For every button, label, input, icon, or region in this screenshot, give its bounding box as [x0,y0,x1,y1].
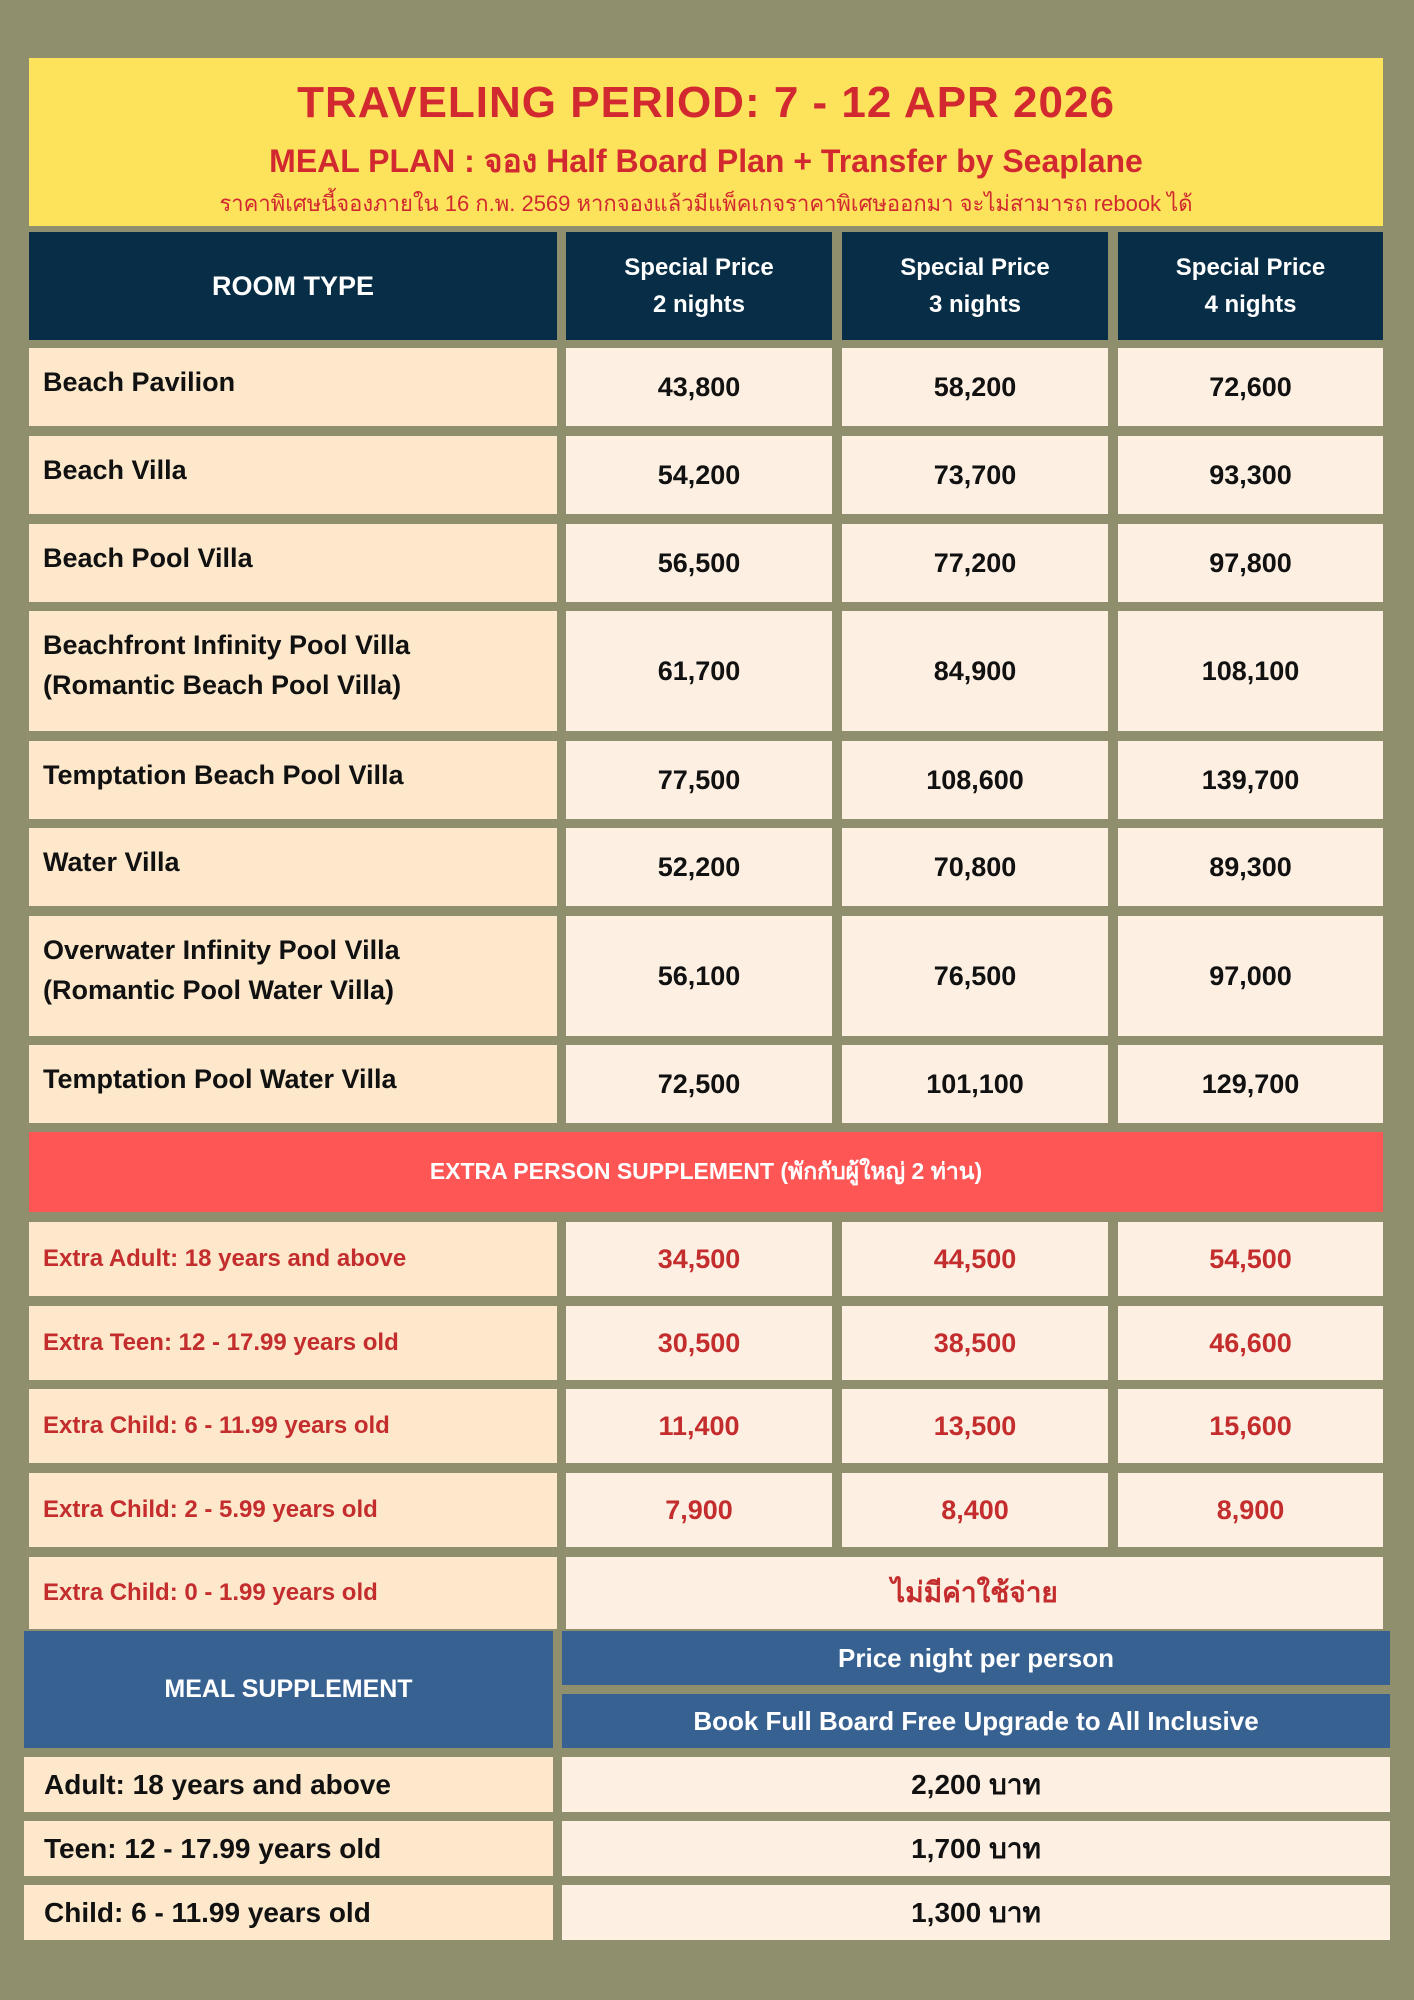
extra-price-4-nights: 15,600 [1118,1389,1383,1463]
upgrade-header: Book Full Board Free Upgrade to All Inclusive [562,1694,1390,1748]
price-header-line2: 2 nights [652,291,745,318]
room-price-4-nights: 89,300 [1118,828,1383,906]
room-price-3-nights: 73,700 [842,436,1108,514]
room-price-2-nights: 56,100 [566,916,832,1036]
room-price-2-nights: 72,500 [566,1045,832,1123]
room-price-2-nights: 77,500 [566,741,832,819]
room-price-4-nights: 97,000 [1118,916,1383,1036]
meal-price: 2,200 บาท [562,1757,1390,1812]
extra-price-3-nights: 13,500 [842,1389,1108,1463]
room-name-alt-text: (Romantic Pool Water Villa) [43,975,395,1005]
room-name [29,741,557,819]
room-price-2-nights: 54,200 [566,436,832,514]
price-header-line1: Special Price [1175,254,1326,281]
room-price-4-nights: 139,700 [1118,741,1383,819]
room-type-header: ROOM TYPE [29,232,557,340]
extra-person-banner: EXTRA PERSON SUPPLEMENT (พักกับผู้ใหญ่ 2 ท่าน) [29,1132,1383,1212]
price-3-nights-header [842,232,1108,340]
room-price-2-nights: 61,700 [566,611,832,731]
room-price-3-nights: 58,200 [842,348,1108,426]
room-price-4-nights: 93,300 [1118,436,1383,514]
room-name [29,1045,557,1123]
extra-price-2-nights: 7,900 [566,1473,832,1547]
room-name-text: Beachfront Infinity Pool Villa [43,630,411,660]
page-title: TRAVELING PERIOD: 7 - 12 APR 2026 [297,78,1115,127]
room-price-4-nights: 72,600 [1118,348,1383,426]
meal-price: 1,300 บาท [562,1885,1390,1940]
room-price-2-nights: 43,800 [566,348,832,426]
price-4-nights-header [1118,232,1383,340]
room-name [29,611,557,731]
room-price-3-nights: 108,600 [842,741,1108,819]
room-price-3-nights: 101,100 [842,1045,1108,1123]
room-name [29,348,557,426]
price-per-person-header: Price night per person [562,1631,1390,1685]
room-name-text: Temptation Beach Pool Villa [43,760,404,790]
price-header-line2: 3 nights [928,291,1021,318]
meal-plan-subtitle: MEAL PLAN : จอง Half Board Plan + Transfer by Seaplane [269,143,1143,179]
extra-price-4-nights: 46,600 [1118,1306,1383,1380]
no-charge-value: ไม่มีค่าใช้จ่าย [566,1557,1383,1629]
price-header-line1: Special Price [624,254,774,281]
price-header-line2: 4 nights [1204,291,1297,318]
price-2-nights-header [566,232,832,340]
meal-label: Teen: 12 - 17.99 years old [24,1821,553,1876]
room-price-3-nights: 70,800 [842,828,1108,906]
meal-label: Adult: 18 years and above [24,1757,553,1812]
room-price-4-nights: 108,100 [1118,611,1383,731]
meal-label: Child: 6 - 11.99 years old [24,1885,553,1940]
extra-price-2-nights: 34,500 [566,1222,832,1296]
price-header-line1: Special Price [900,254,1050,281]
extra-price-4-nights: 54,500 [1118,1222,1383,1296]
room-name-text: Overwater Infinity Pool Villa [43,935,400,965]
room-name [29,916,557,1036]
room-name-text: Beach Pool Villa [43,543,253,573]
room-price-3-nights: 77,200 [842,524,1108,602]
room-price-4-nights: 129,700 [1118,1045,1383,1123]
extra-label: Extra Adult: 18 years and above [29,1222,557,1296]
room-price-3-nights: 76,500 [842,916,1108,1036]
extra-label: Extra Child: 2 - 5.99 years old [29,1473,557,1547]
extra-price-4-nights: 8,900 [1118,1473,1383,1547]
extra-price-3-nights: 8,400 [842,1473,1108,1547]
extra-price-3-nights: 38,500 [842,1306,1108,1380]
room-name-alt-text: (Romantic Beach Pool Villa) [43,670,402,700]
extra-price-2-nights: 30,500 [566,1306,832,1380]
meal-price: 1,700 บาท [562,1821,1390,1876]
room-name [29,436,557,514]
room-price-4-nights: 97,800 [1118,524,1383,602]
extra-label: Extra Child: 6 - 11.99 years old [29,1389,557,1463]
room-name [29,524,557,602]
room-name-text: Beach Pavilion [43,367,236,397]
room-name-text: Beach Villa [43,455,187,485]
room-price-2-nights: 52,200 [566,828,832,906]
room-price-3-nights: 84,900 [842,611,1108,731]
meal-supplement-header: MEAL SUPPLEMENT [24,1631,553,1748]
extra-price-3-nights: 44,500 [842,1222,1108,1296]
extra-price-2-nights: 11,400 [566,1389,832,1463]
extra-label: Extra Child: 0 - 1.99 years old [29,1557,557,1629]
room-price-2-nights: 56,500 [566,524,832,602]
room-name [29,828,557,906]
extra-label: Extra Teen: 12 - 17.99 years old [29,1306,557,1380]
room-name-text: Water Villa [43,847,180,877]
header-banner [29,58,1383,226]
room-name-text: Temptation Pool Water Villa [43,1064,397,1094]
booking-note: ราคาพิเศษนี้จองภายใน 16 ก.พ. 2569 หากจองแล้วมีแพ็คเกจราคาพิเศษออกมา จะไม่สามารถ rebook ได้ [219,191,1193,216]
